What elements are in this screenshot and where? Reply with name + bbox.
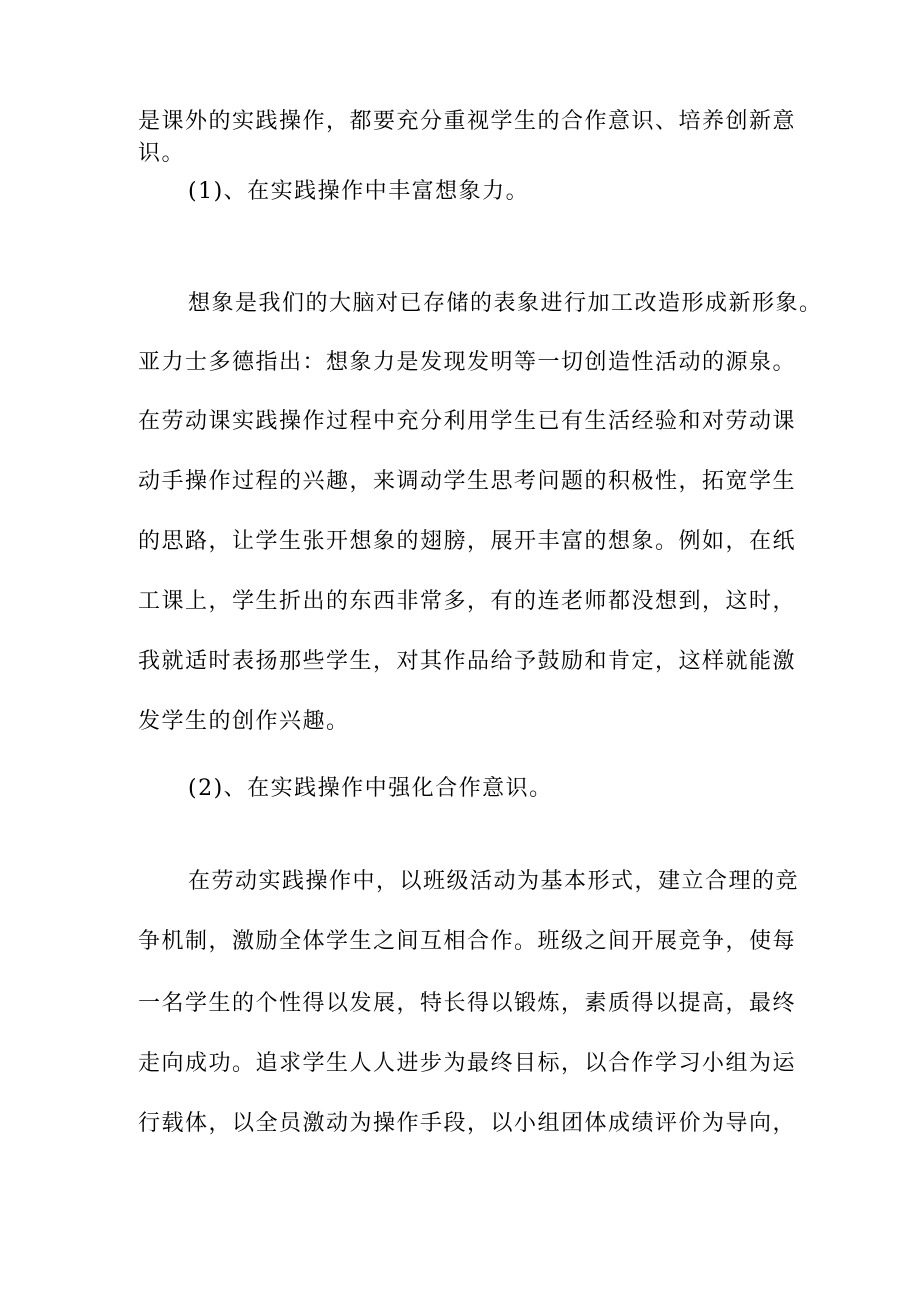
intro-line-2: 识。 [138, 141, 186, 166]
paragraph1-line-6: 工课上，学生折出的东西非常多，有的连老师都没想到，这时， [138, 589, 797, 614]
section-heading-1: (1)、在实践操作中丰富想象力。 [188, 179, 530, 204]
paragraph1-line-5: 的思路，让学生张开想象的翅膀，展开丰富的想象。例如，在纸 [138, 529, 797, 554]
paragraph1-line-8: 发学生的创作兴趣。 [138, 709, 350, 734]
paragraph2-line-4: 走向成功。追求学生人人进步为最终目标，以合作学习小组为运 [138, 1051, 797, 1076]
paragraph2-line-2: 争机制，激励全体学生之间互相合作。班级之间开展竞争，使每 [138, 929, 797, 954]
intro-line-1: 是课外的实践操作，都要充分重视学生的合作意识、培养创新意 [138, 109, 797, 134]
paragraph1-line-4: 动手操作过程的兴趣，来调动学生思考问题的积极性，拓宽学生 [138, 469, 797, 494]
paragraph2-line-1: 在劳动实践操作中，以班级活动为基本形式，建立合理的竞 [188, 869, 800, 894]
paragraph2-line-5: 行载体，以全员激动为操作手段，以小组团体成绩评价为导向， [138, 1111, 797, 1136]
section-heading-2: (2)、在实践操作中强化合作意识。 [188, 776, 553, 801]
paragraph1-line-3: 在劳动课实践操作过程中充分利用学生已有生活经验和对劳动课 [138, 409, 797, 434]
paragraph1-line-2: 亚力士多德指出：想象力是发现发明等一切创造性活动的源泉。 [138, 350, 797, 375]
paragraph1-line-1: 想象是我们的大脑对已存储的表象进行加工改造形成新形象。 [188, 291, 823, 316]
paragraph1-line-7: 我就适时表扬那些学生，对其作品给予鼓励和肯定，这样就能激 [138, 649, 797, 674]
paragraph2-line-3: 一名学生的个性得以发展，特长得以锻炼，素质得以提高，最终 [138, 991, 797, 1016]
